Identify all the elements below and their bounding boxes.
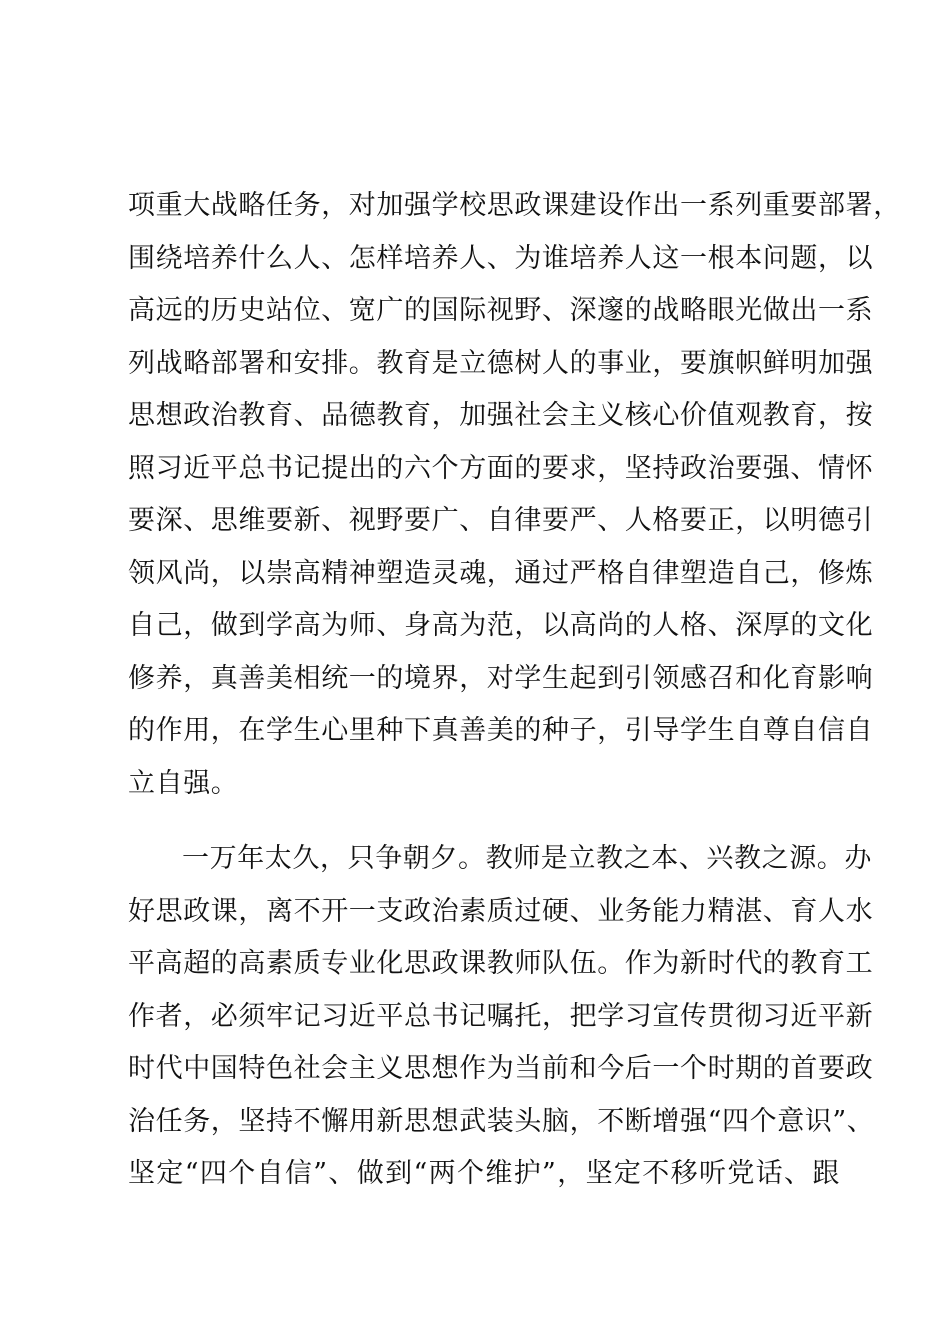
text-line: 自己，做到学高为师、身高为范，以高尚的人格、深厚的文化: [128, 610, 874, 641]
text-line: 列战略部署和安排。教育是立德树人的事业，要旗帜鲜明加强: [128, 347, 874, 379]
text-line: 修养，真善美相统一的境界，对学生起到引领感召和化育影响: [128, 662, 874, 694]
text-line-last: 立自强。: [128, 767, 239, 799]
text-line: 作者，必须牢记习近平总书记嘱托，把学习宣传贯彻习近平新: [128, 1000, 874, 1032]
text-line: 治任务，坚持不懈用新思想武装头脑，不断增强“四个意识”、: [128, 1105, 875, 1137]
text-line: 领风尚，以崇高精神塑造灵魂，通过严格自律塑造自己，修炼: [128, 557, 874, 589]
text-line: 项重大战略任务，对加强学校思政课建设作出一系列重要部署，: [128, 190, 901, 221]
text-line: 要深、思维要新、视野要广、自律要严、人格要正，以明德引: [128, 505, 874, 536]
text-line: 平高超的高素质专业化思政课教师队伍。作为新时代的教育工: [128, 948, 874, 979]
text-line: 坚定“四个自信”、做到“两个维护”，坚定不移听党话、跟: [128, 1158, 840, 1189]
text-line: 的作用，在学生心里种下真善美的种子，引导学生自尊自信自: [128, 715, 874, 746]
document-body: [128, 180, 901, 1201]
text-line: 时代中国特色社会主义思想作为当前和今后一个时期的首要政: [128, 1053, 874, 1084]
text-line-indented: 一万年太久，只争朝夕。教师是立教之本、兴教之源。办: [182, 843, 872, 874]
text-line: 高远的历史站位、宽广的国际视野、深邃的战略眼光做出一系: [128, 295, 874, 326]
text-line: 围绕培养什么人、怎样培养人、为谁培养人这一根本问题，以: [128, 242, 874, 274]
text-line: 照习近平总书记提出的六个方面的要求，坚持政治要强、情怀: [128, 452, 874, 484]
paragraph-1: [128, 180, 901, 810]
paragraph-2: [128, 833, 875, 1201]
text-line: 思想政治教育、品德教育，加强社会主义核心价值观教育，按: [128, 400, 874, 431]
text-line: 好思政课，离不开一支政治素质过硬、业务能力精湛、育人水: [128, 895, 874, 927]
